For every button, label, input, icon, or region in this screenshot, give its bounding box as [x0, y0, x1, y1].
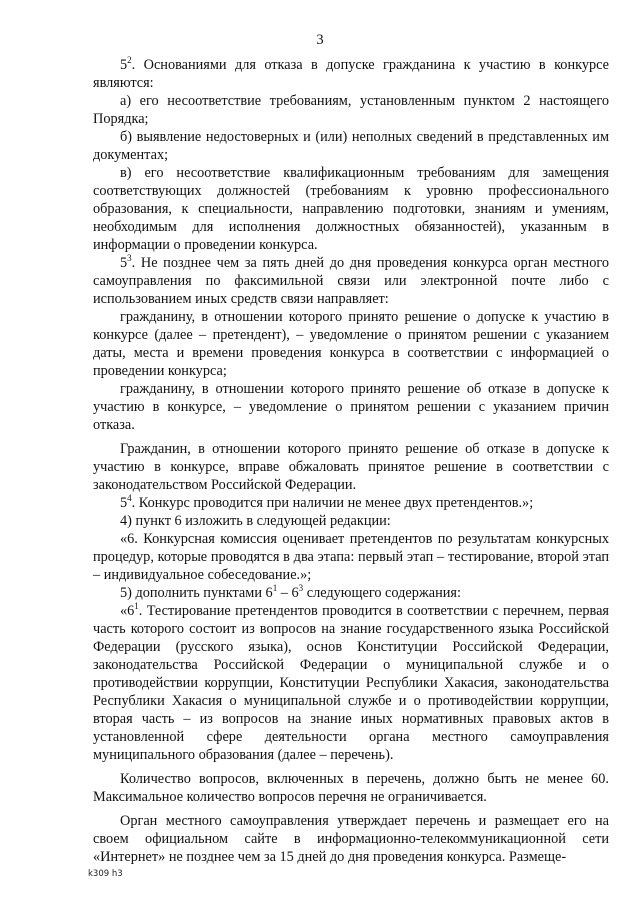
- paragraph-question-count: Количество вопросов, включенных в перечень, должно быть не менее 60. Максимальное количество вопросов перечня не ограничивается.: [93, 771, 609, 805]
- paragraph-publication: Орган местного самоуправления утверждает перечень и размещает его на своем официальном сайте в информационно-телекоммуникационной сети «Интернет» не позднее чем за 15 дней до дня проведения конкурса. Размеще-: [93, 813, 609, 865]
- paragraph-amendment-4: 4) пункт 6 изложить в следующей редакции:: [120, 513, 391, 529]
- paragraph-6-1: «$6^1$. Тестирование претендентов проводится в соответствии с перечнем, первая часть которого состоит из вопросов на знание государственного языка Российской Федерации (русского языка), основ Конституции Российской Федерации, законодательства Российской Федерации о муниципальной службе и о противодействии коррупции, Конституции Республики Хакасия, законодательства Республики Хакасия о муниципальной службе и о противодействии коррупции, вторая часть – из вопросов на знание иных нормативных правовых актов в установленной сфере деятельности органа местного самоуправления муниципального образования (далее – перечень).: [93, 601, 609, 763]
- paragraph-5-2: $5^2$. Основаниями для отказа в допуске гражданина к участию в конкурсе являются:: [93, 55, 609, 91]
- paragraph-5-4: $5^4$. Конкурс проводится при наличии не менее двух претендентов.»;: [120, 493, 534, 511]
- paragraph-5-3: $5^3$. Не позднее чем за пять дней до дня проведения конкурса орган местного самоуправления по факсимильной связи или электронной почте либо с использованием иных средств связи направляет:: [93, 253, 609, 307]
- page-number: 3: [316, 32, 324, 48]
- paragraph-item-b: б) выявление недостоверных и (или) неполных сведений в представленных им документах;: [93, 129, 609, 163]
- paragraph-notice-refused: гражданину, в отношении которого принято решение об отказе в допуске к участию в конкурсе, – уведомление о принятом решении с указанием причин отказа.: [93, 381, 609, 433]
- footer-code: k309 h3: [88, 869, 123, 879]
- paragraph-notice-admitted: гражданину, в отношении которого принято решение о допуске к участию в конкурсе (далее – претендент), – уведомление о принятом решении с указанием даты, места и времени проведения конкурса в соответствии с информацией о проведении конкурса;: [93, 309, 609, 379]
- paragraph-point-6: «6. Конкурсная комиссия оценивает претендентов по результатам конкурсных процедур, которые проводятся в два этапа: первый этап – тестирование, второй этап – индивидуальное собеседование.»;: [93, 531, 609, 583]
- paragraph-appeal: Гражданин, в отношении которого принято решение об отказе в допуске к участию в конкурсе, вправе обжаловать принятое решение в соответствии с законодательством Российской Федерации.: [93, 441, 609, 493]
- paragraph-item-a: а) его несоответствие требованиям, установленным пунктом 2 настоящего Порядка;: [93, 93, 609, 127]
- paragraph-amendment-5: 5) дополнить пунктами $6^1 - 6^3$ следующего содержания:: [120, 583, 461, 601]
- paragraph-item-v: в) его несоответствие квалификационным требованиям для замещения соответствующих должностей (требованиям к уровню профессионального образования, к специальности, направлению подготовки, знаниям и умениям, необходимым для исполнения должностных обязанностей), указанным в информации о проведении конкурса.: [93, 165, 609, 253]
- document-body: [93, 56, 609, 866]
